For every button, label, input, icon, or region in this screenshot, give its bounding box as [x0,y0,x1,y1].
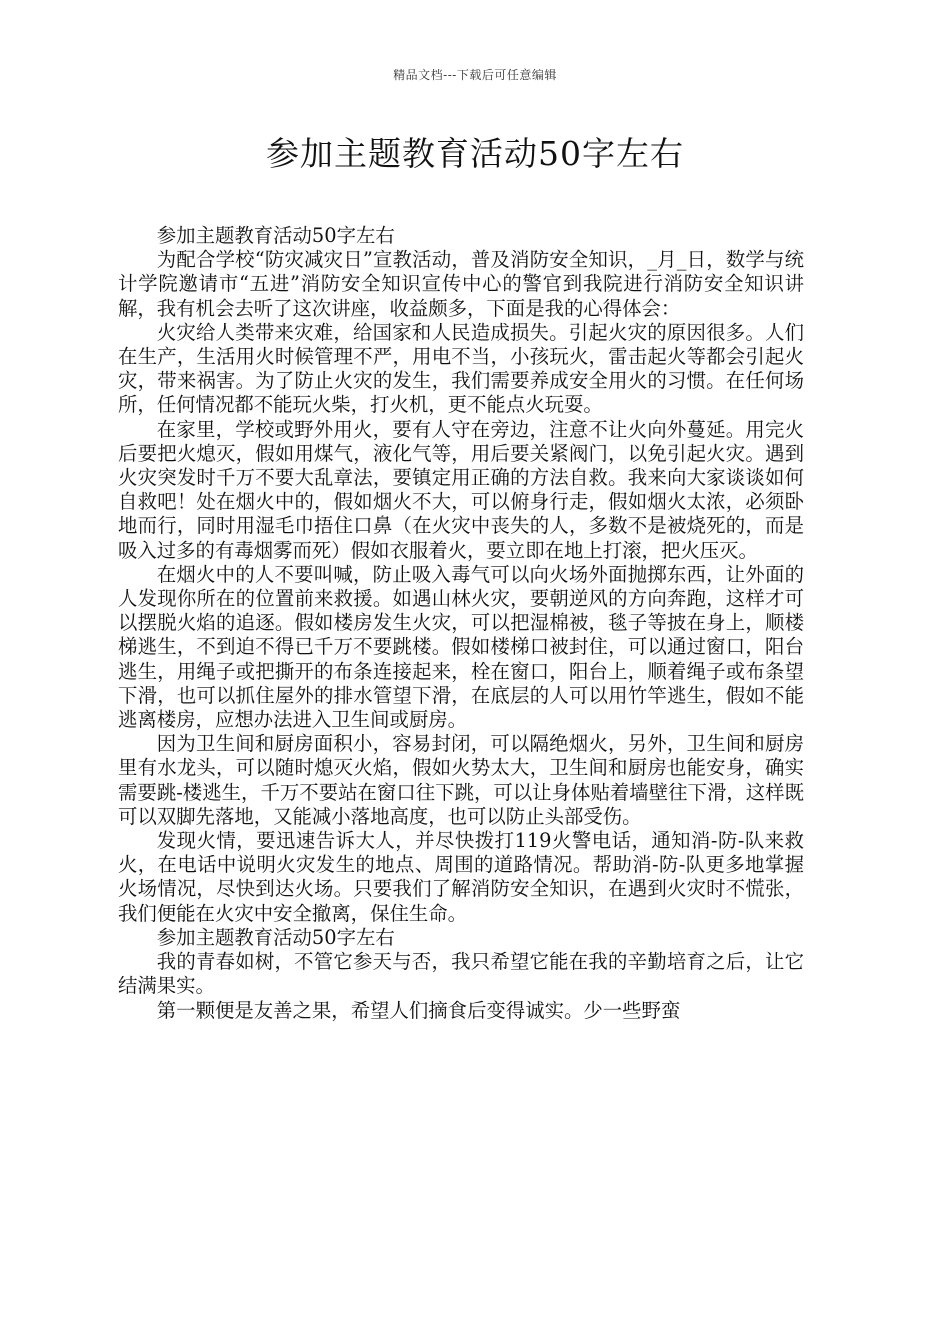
paragraph: 在烟火中的人不要叫喊，防止吸入毒气可以向火场外面抛掷东西，让外面的人发现你所在的位置前来救援。如遇山林火灾，要朝逆风的方向奔跑，这样才可以摆脱火焰的追逐。假如楼房发生火灾，可以把湿棉被，毯子等披在身上，顺楼梯逃生，不到迫不得已千万不要跳楼。假如楼梯口被封住，可以通过窗口，阳台逃生，用绳子或把撕开的布条连接起来，栓在窗口，阳台上，顺着绳子或布条望下滑，也可以抓住屋外的排水管望下滑，在底层的人可以用竹竿逃生，假如不能逃离楼房，应想办法进入卫生间或厨房。 [118,562,804,732]
paragraph: 火灾给人类带来灾难，给国家和人民造成损失。引起火灾的原因很多。人们在生产，生活用火时候管理不严，用电不当，小孩玩火，雷击起火等都会引起火灾，带来祸害。为了防止火灾的发生，我们需要养成安全用火的习惯。在任何场所，任何情况都不能玩火柴，打火机，更不能点火玩耍。 [118,320,804,417]
paragraph: 为配合学校“防灾减灾日”宣教活动，普及消防安全知识，_月_日，数学与统计学院邀请市“五进”消防安全知识宣传中心的警官到我院进行消防安全知识讲解，我有机会去听了这次讲座，收益颇多，下面是我的心得体会： [118,248,804,320]
paragraph: 发现火情，要迅速告诉大人，并尽快拨打119火警电话，通知消-防-队来救火，在电话中说明火灾发生的地点、周围的道路情况。帮助消-防-队更多地掌握火场情况，尽快到达火场。只要我们了解消防安全知识，在遇到火灾时不慌张，我们便能在火灾中安全撤离，保住生命。 [118,829,804,925]
document-body [118,224,804,1023]
paragraph: 因为卫生间和厨房面积小，容易封闭，可以隔绝烟火，另外，卫生间和厨房里有水龙头，可以随时熄灭火焰，假如火势太大，卫生间和厨房也能安身，确实需要跳-楼逃生，千万不要站在窗口往下跳，可以让身体贴着墙壁往下滑，这样既可以双脚先落地，又能减小落地高度，也可以防止头部受伤。 [118,732,804,828]
paragraph: 第一颗便是友善之果，希望人们摘食后变得诚实。少一些野蛮 [156,998,681,1022]
document-title: 参加主题教育活动50字左右 [266,134,684,173]
paragraph: 我的青春如树，不管它参天与否，我只希望它能在我的辛勤培育之后，让它结满果实。 [118,950,804,998]
paragraph-subtitle: 参加主题教育活动50字左右 [156,925,395,949]
page-header: 精品文档---下载后可任意编辑 [393,68,557,82]
paragraph: 在家里，学校或野外用火，要有人守在旁边，注意不让火向外蔓延。用完火后要把火熄灭，假如用煤气，液化气等，用后要关紧阀门，以免引起火灾。遇到火灾突发时千万不要大乱章法，要镇定用正确的方法自救。我来向大家谈谈如何自救吧！处在烟火中的，假如烟火不大，可以俯身行走，假如烟火太浓，必须卧地而行，同时用湿毛巾捂住口鼻（在火灾中丧失的人，多数不是被烧死的，而是吸入过多的有毒烟雾而死）假如衣服着火，要立即在地上打滚，把火压灭。 [118,417,804,562]
paragraph-subtitle: 参加主题教育活动50字左右 [156,224,395,247]
